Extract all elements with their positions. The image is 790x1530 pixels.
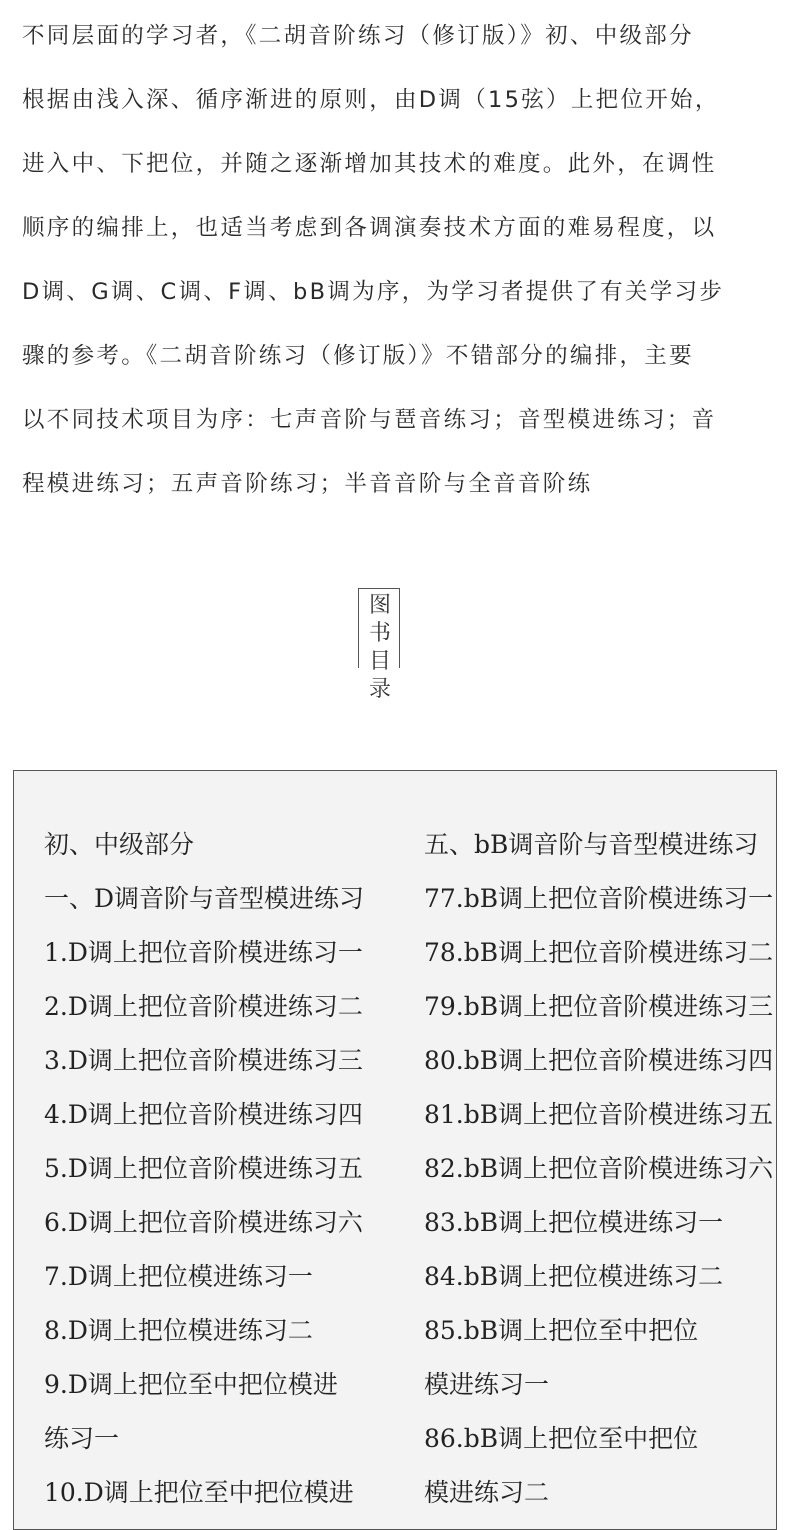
toc-column-right (424, 815, 774, 1517)
toc-item: 85.bB调上把位至中把位 (424, 1316, 699, 1345)
toc-item: 4.D调上把位音阶模进练习四 (44, 1100, 363, 1129)
toc-item: 5.D调上把位音阶模进练习五 (44, 1154, 363, 1183)
toc-item: 一、D调音阶与音型模进练习 (44, 884, 365, 913)
intro-line: 以不同技术项目为序：七声音阶与琶音练习；音型模进练习；音 (22, 407, 717, 433)
intro-line: 程模进练习；五声音阶练习；半音音阶与全音音阶练 (22, 471, 593, 497)
toc-heading-char: 书 (368, 621, 391, 646)
toc-item: 7.D调上把位模进练习一 (44, 1262, 313, 1291)
toc-item: 2.D调上把位音阶模进练习二 (44, 992, 363, 1021)
toc-item: 78.bB调上把位音阶模进练习二 (424, 938, 774, 967)
toc-item: 84.bB调上把位模进练习二 (424, 1262, 724, 1291)
toc-item: 80.bB调上把位音阶模进练习四 (424, 1046, 774, 1075)
toc-heading-char: 录 (368, 677, 391, 702)
intro-line: 根据由浅入深、循序渐进的原则，由D调（15弦）上把位开始， (22, 87, 720, 113)
toc-column-left (44, 815, 404, 1517)
toc-item: 86.bB调上把位至中把位 (424, 1424, 699, 1453)
toc-item: 3.D调上把位音阶模进练习三 (44, 1046, 363, 1075)
toc-item: 77.bB调上把位音阶模进练习一 (424, 884, 774, 913)
toc-heading-char: 图 (368, 593, 391, 618)
intro-paragraph (22, 4, 772, 516)
toc-item: 10.D调上把位至中把位模进 (44, 1478, 354, 1507)
toc-item: 79.bB调上把位音阶模进练习三 (424, 992, 774, 1021)
toc-item: 82.bB调上把位音阶模进练习六 (424, 1154, 774, 1183)
toc-item: 83.bB调上把位模进练习一 (424, 1208, 724, 1237)
toc-item: 81.bB调上把位音阶模进练习五 (424, 1100, 774, 1129)
toc-heading-char: 目 (368, 649, 391, 674)
toc-item: 6.D调上把位音阶模进练习六 (44, 1208, 363, 1237)
toc-item: 五、bB调音阶与音型模进练习 (424, 830, 759, 859)
intro-line: 顺序的编排上，也适当考虑到各调演奏技术方面的难易程度，以 (22, 215, 717, 241)
toc-item: 模进练习一 (424, 1370, 550, 1399)
toc-heading (358, 588, 402, 704)
intro-line: 不同层面的学习者，《二胡音阶练习（修订版）》初、中级部分 (22, 23, 694, 49)
intro-line: 骤的参考。《二胡音阶练习（修订版）》不错部分的编排，主要 (22, 343, 694, 369)
toc-item: 9.D调上把位至中把位模进 (44, 1370, 338, 1399)
intro-line: D调、G调、C调、F调、bB调为序，为学习者提供了有关学习步 (22, 279, 725, 305)
toc-item: 练习一 (44, 1424, 120, 1453)
intro-line: 进入中、下把位，并随之逐渐增加其技术的难度。此外，在调性 (22, 151, 717, 177)
toc-item: 初、中级部分 (44, 830, 195, 859)
toc-item: 8.D调上把位模进练习二 (44, 1316, 313, 1345)
table-of-contents (13, 770, 777, 1530)
toc-item: 模进练习二 (424, 1478, 550, 1507)
toc-item: 1.D调上把位音阶模进练习一 (44, 938, 363, 967)
